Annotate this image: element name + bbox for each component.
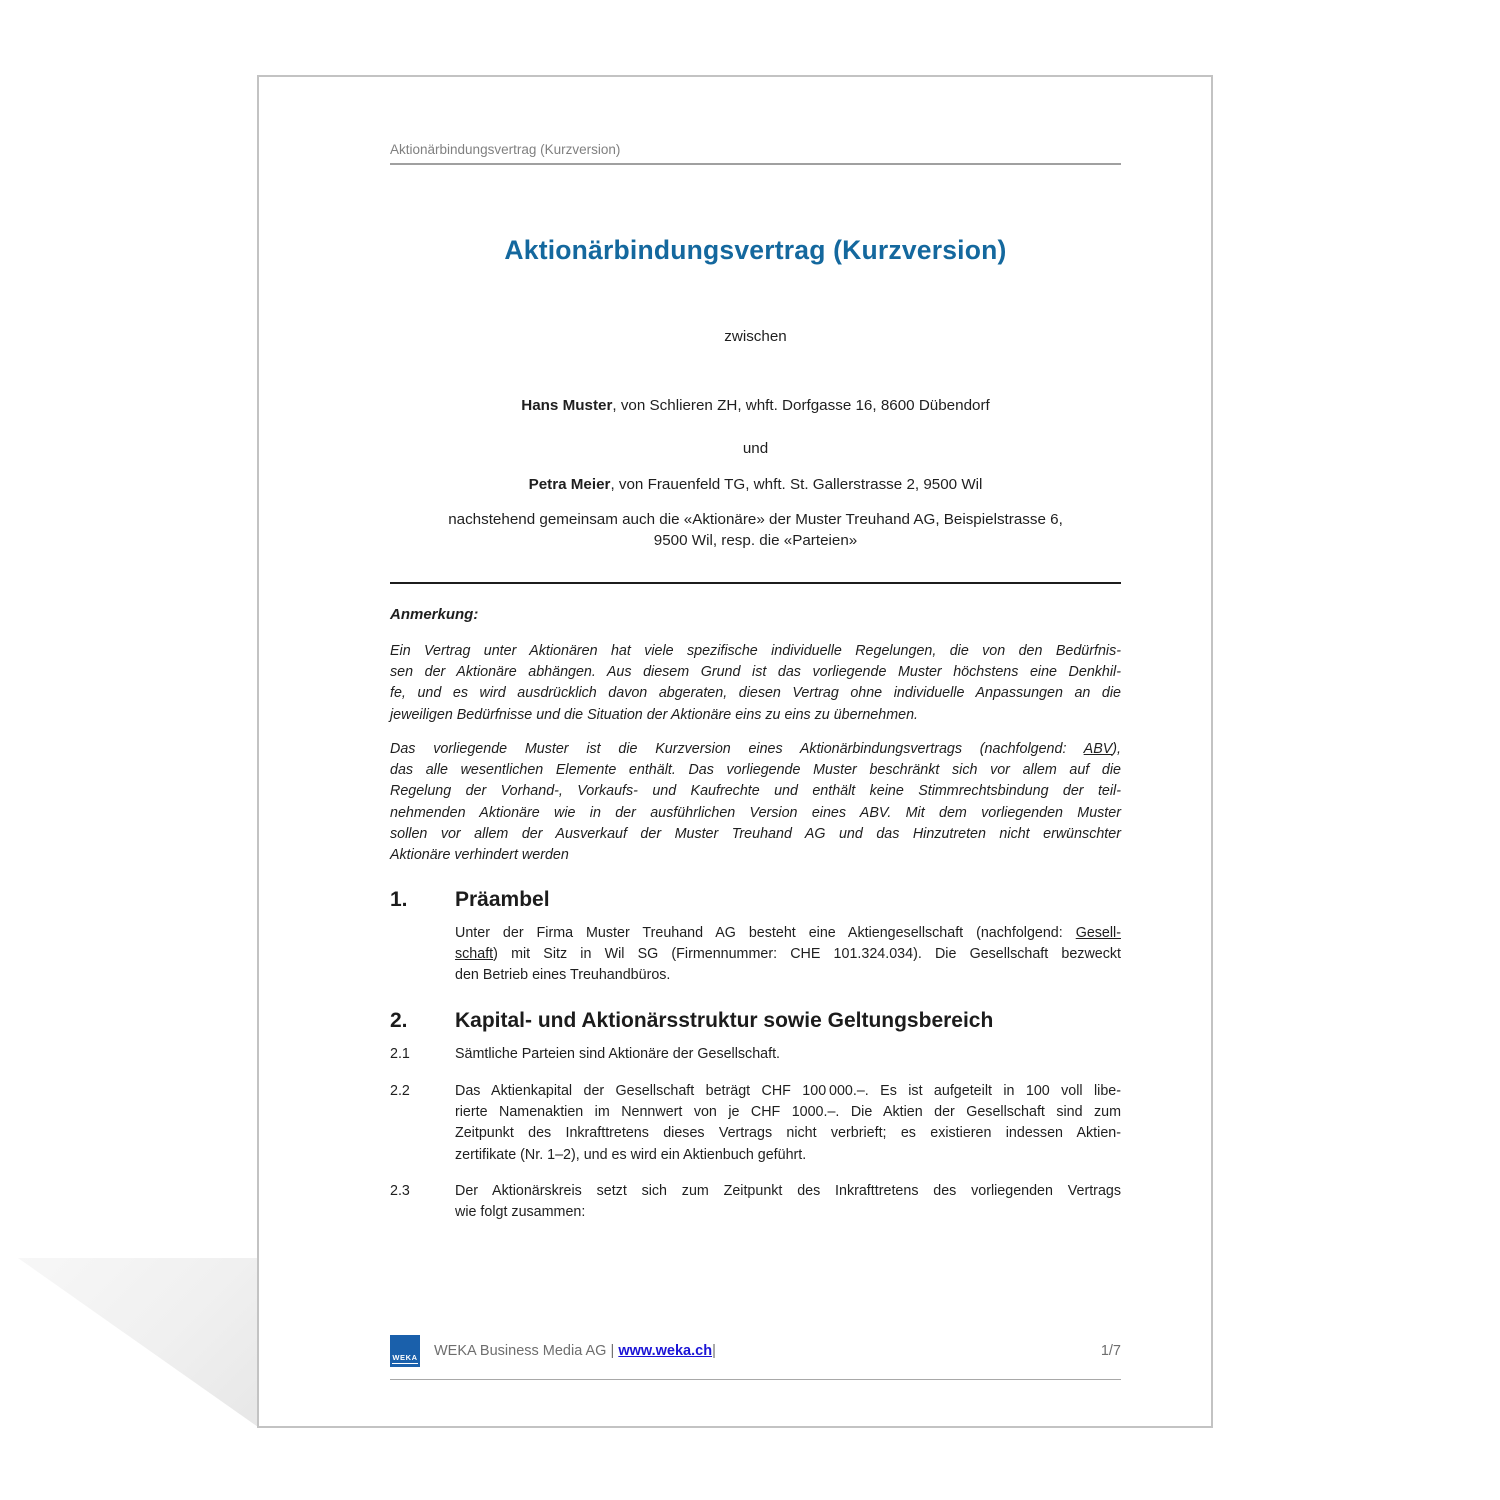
clause-2-2-number: 2.2 [390, 1083, 410, 1099]
joint-designation [390, 509, 1121, 551]
clause-2-1-text [455, 1044, 1121, 1065]
section-1-number: 1. [390, 888, 408, 911]
section-1-title: Präambel [455, 888, 550, 911]
note-paragraph-1 [390, 641, 1121, 726]
footer-pipe-1: | [610, 1343, 615, 1359]
footer-company: WEKA Business Media AG [434, 1343, 607, 1359]
footer-page-number: 1/7 [1100, 1343, 1121, 1359]
footer-rule [390, 1379, 1121, 1380]
text-line: jeweiligen Bedürfnisse und die Situation der Aktionäre eins zu eins zu übernehmen. [390, 706, 918, 723]
text-line: Zeitpunkt des Inkrafttretens dieses Vertrags nicht verbrieft; es existieren indessen Aktien- [455, 1125, 1121, 1142]
text-line: Das vorliegende Muster ist die Kurzversion eines Aktionärbindungsvertrags (nachfolgend: ABV), [390, 741, 1121, 757]
text-line: Der Aktionärskreis setzt sich zum Zeitpunkt des Inkrafttretens des vorliegenden Vertrags [455, 1183, 1121, 1199]
text-line: Aktionäre verhindert werden [390, 847, 569, 864]
text-line: rierte Namenaktien im Nennwert von je CHF 1000.–. Die Aktien der Gesellschaft sind zum [455, 1104, 1121, 1121]
between-label: zwischen [724, 328, 787, 345]
section-1-body [455, 923, 1121, 987]
note-paragraph-2 [390, 739, 1121, 866]
running-header-text: Aktionärbindungsvertrag (Kurzversion) [390, 142, 621, 157]
text-line: nachstehend gemeinsam auch die «Aktionäre» der Muster Treuhand AG, Beispielstrasse 6, [448, 511, 1063, 528]
section-2-heading [390, 1007, 1121, 1034]
weka-logo [390, 1335, 420, 1367]
section-2-title: Kapital- und Aktionärsstruktur sowie Geltungsbereich [455, 1009, 994, 1032]
text-line: wie folgt zusammen: [455, 1204, 586, 1221]
note-label: Anmerkung: [390, 606, 479, 623]
text-line: nehmenden Aktionäre wie in der ausführlichen Version eines ABV. Mit dem vorliegenden Muster [390, 804, 1121, 821]
note-divider-rule [390, 582, 1121, 584]
section-2-number: 2. [390, 1009, 408, 1032]
document-title: Aktionärbindungsvertrag (Kurzversion) [504, 235, 1007, 265]
document-page [257, 75, 1213, 1428]
text-line: 9500 Wil, resp. die «Parteien» [653, 532, 858, 549]
party-line-1: Hans Muster, von Schlieren ZH, whft. Dorfgasse 16, 8600 Dübendorf [521, 397, 990, 414]
party-line-2: Petra Meier, von Frauenfeld TG, whft. St. Gallerstrasse 2, 9500 Wil [528, 476, 983, 493]
footer-link[interactable]: www.weka.ch [618, 1343, 713, 1359]
text-line: den Betrieb eines Treuhandbüros. [455, 967, 671, 984]
section-1-heading [390, 886, 1121, 913]
text-line: Unter der Firma Muster Treuhand AG besteht eine Aktiengesellschaft (nachfolgend: Gesell- [455, 925, 1121, 941]
footer-pipe-2: | [712, 1343, 716, 1359]
weka-logo-text: WEKA [392, 1353, 418, 1362]
text-line: Regelung der Vorhand-, Vorkaufs- und Kaufrechte und enthält keine Stimmrechtsbindung der teil- [390, 783, 1121, 800]
clause-2-2-text [455, 1081, 1121, 1166]
footer-text [434, 1343, 716, 1359]
clause-2-2 [390, 1081, 1121, 1166]
text-line: das alle wesentlichen Elemente enthält. Das vorliegende Muster beschränkt sich vor allem auf die [390, 762, 1121, 779]
text-line: sollen vor allem der Ausverkauf der Muster Treuhand AG und das Hinzutreten nicht erwünschter [390, 825, 1121, 842]
clause-2-3-number: 2.3 [390, 1183, 410, 1199]
text-line: sen der Aktionäre abhängen. Aus diesem Grund ist das vorliegende Muster höchstens eine Denkhil- [390, 664, 1121, 681]
clause-2-3-text [455, 1181, 1121, 1223]
clause-2-3 [390, 1181, 1121, 1223]
text-line: zertifikate (Nr. 1–2), und es wird ein Aktienbuch geführt. [455, 1146, 807, 1163]
page-corner-shadow [18, 1258, 258, 1427]
running-header [390, 141, 1121, 165]
and-label: und [742, 440, 769, 457]
text-line: Ein Vertrag unter Aktionären hat viele spezifische individuelle Regelungen, die von den Bedürfnis- [390, 643, 1121, 659]
clause-2-1 [390, 1044, 1121, 1065]
clause-2-1-number: 2.1 [390, 1046, 410, 1062]
text-line: schaft) mit Sitz in Wil SG (Firmennummer: CHE 101.324.034). Die Gesellschaft bezweckt [455, 946, 1121, 963]
page-footer [390, 1333, 1121, 1369]
text-line: fe, und es wird ausdrücklich davon abgeraten, diesen Vertrag ohne individuelle Anpassungen an die [390, 685, 1121, 702]
text-line: Sämtliche Parteien sind Aktionäre der Gesellschaft. [455, 1046, 781, 1062]
text-line: Das Aktienkapital der Gesellschaft beträgt CHF 100 000.–. Es ist aufgeteilt in 100 voll libe- [455, 1083, 1121, 1099]
